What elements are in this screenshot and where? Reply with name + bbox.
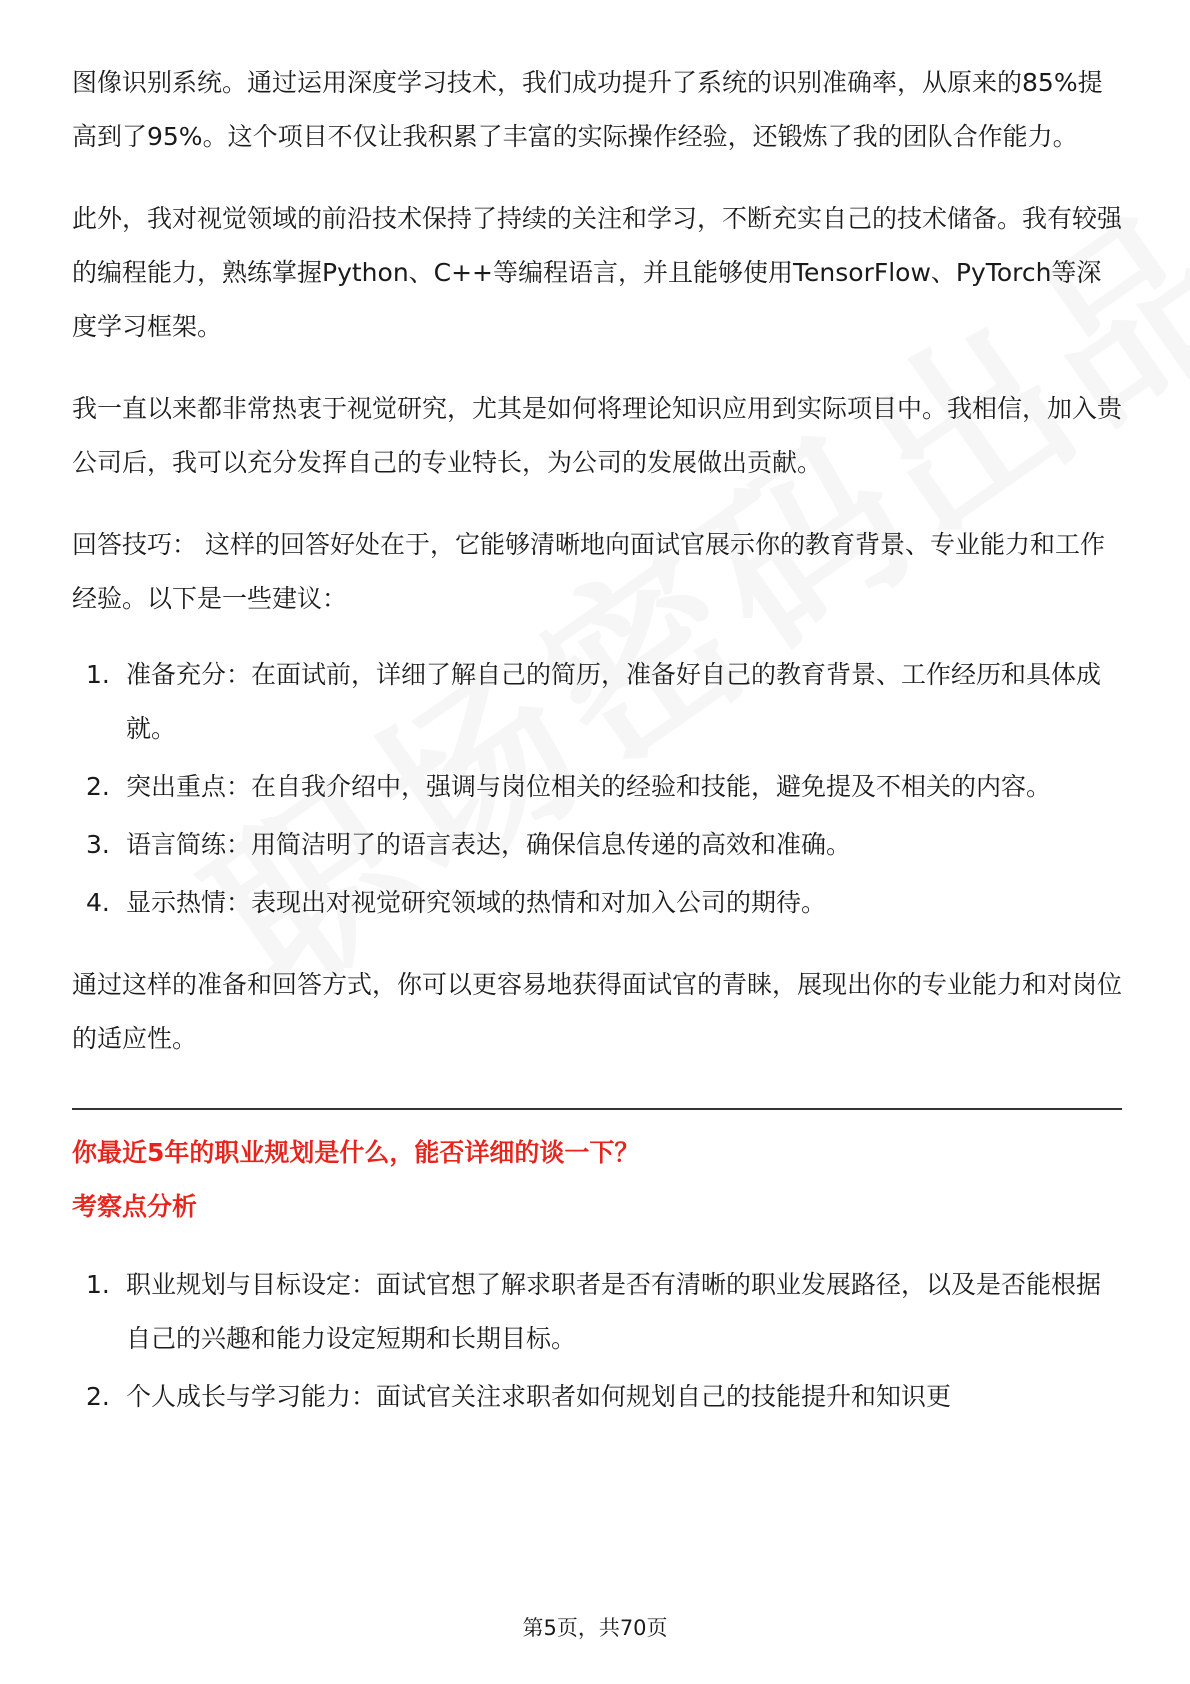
- list-number: 3.: [86, 830, 110, 859]
- list-item: [72, 1370, 1122, 1424]
- analysis-heading: 考察点分析: [72, 1192, 198, 1221]
- list-number: 1.: [86, 660, 110, 689]
- list-item-text: 准备充分：在面试前，详细了解自己的简历，准备好自己的教育背景、工作经历和具体成就。: [126, 660, 1102, 743]
- list-number: 2.: [86, 1382, 110, 1411]
- paragraph: 通过这样的准备和回答方式，你可以更容易地获得面试官的青睐，展现出你的专业能力和对岗位的适应性。: [72, 970, 1123, 1053]
- document-body: [72, 56, 1122, 1452]
- list-item: [72, 648, 1122, 756]
- paragraph: 此外，我对视觉领域的前沿技术保持了持续的关注和学习，不断充实自己的技术储备。我有较强的编程能力，熟练掌握Python、C++等编程语言，并且能够使用TensorFlow、PyTorch等深度学习框架。: [72, 204, 1123, 341]
- list-item-text: 个人成长与学习能力：面试官关注求职者如何规划自己的技能提升和知识更: [126, 1382, 952, 1411]
- list-item-text: 显示热情：表现出对视觉研究领域的热情和对加入公司的期待。: [126, 888, 827, 917]
- page-number: 第5页，共70页: [522, 1616, 668, 1640]
- question-heading: 你最近5年的职业规划是什么，能否详细的谈一下？: [72, 1138, 640, 1167]
- list-item: [72, 876, 1122, 930]
- list-item: [72, 1258, 1122, 1366]
- tips-list: [72, 648, 1122, 930]
- section-divider: [72, 1108, 1122, 1110]
- list-item-text: 语言简练：用简洁明了的语言表达，确保信息传递的高效和准确。: [126, 830, 852, 859]
- paragraph: 我一直以来都非常热衷于视觉研究，尤其是如何将理论知识应用到实际项目中。我相信，加入贵公司后，我可以充分发挥自己的专业特长，为公司的发展做出贡献。: [72, 394, 1123, 477]
- list-number: 2.: [86, 772, 110, 801]
- analysis-list: [72, 1258, 1122, 1424]
- list-number: 1.: [86, 1270, 110, 1299]
- answer-tips-intro: 回答技巧： 这样的回答好处在于，它能够清晰地向面试官展示你的教育背景、专业能力和工作经验。以下是一些建议：: [72, 530, 1105, 613]
- list-item: [72, 818, 1122, 872]
- list-item-text: 突出重点：在自我介绍中，强调与岗位相关的经验和技能，避免提及不相关的内容。: [126, 772, 1052, 801]
- paragraph: 图像识别系统。通过运用深度学习技术，我们成功提升了系统的识别准确率，从原来的85%提高到了95%。这个项目不仅让我积累了丰富的实际操作经验，还锻炼了我的团队合作能力。: [72, 68, 1103, 151]
- list-number: 4.: [86, 888, 110, 917]
- list-item: [72, 760, 1122, 814]
- list-item-text: 职业规划与目标设定：面试官想了解求职者是否有清晰的职业发展路径，以及是否能根据自己的兴趣和能力设定短期和长期目标。: [126, 1270, 1102, 1353]
